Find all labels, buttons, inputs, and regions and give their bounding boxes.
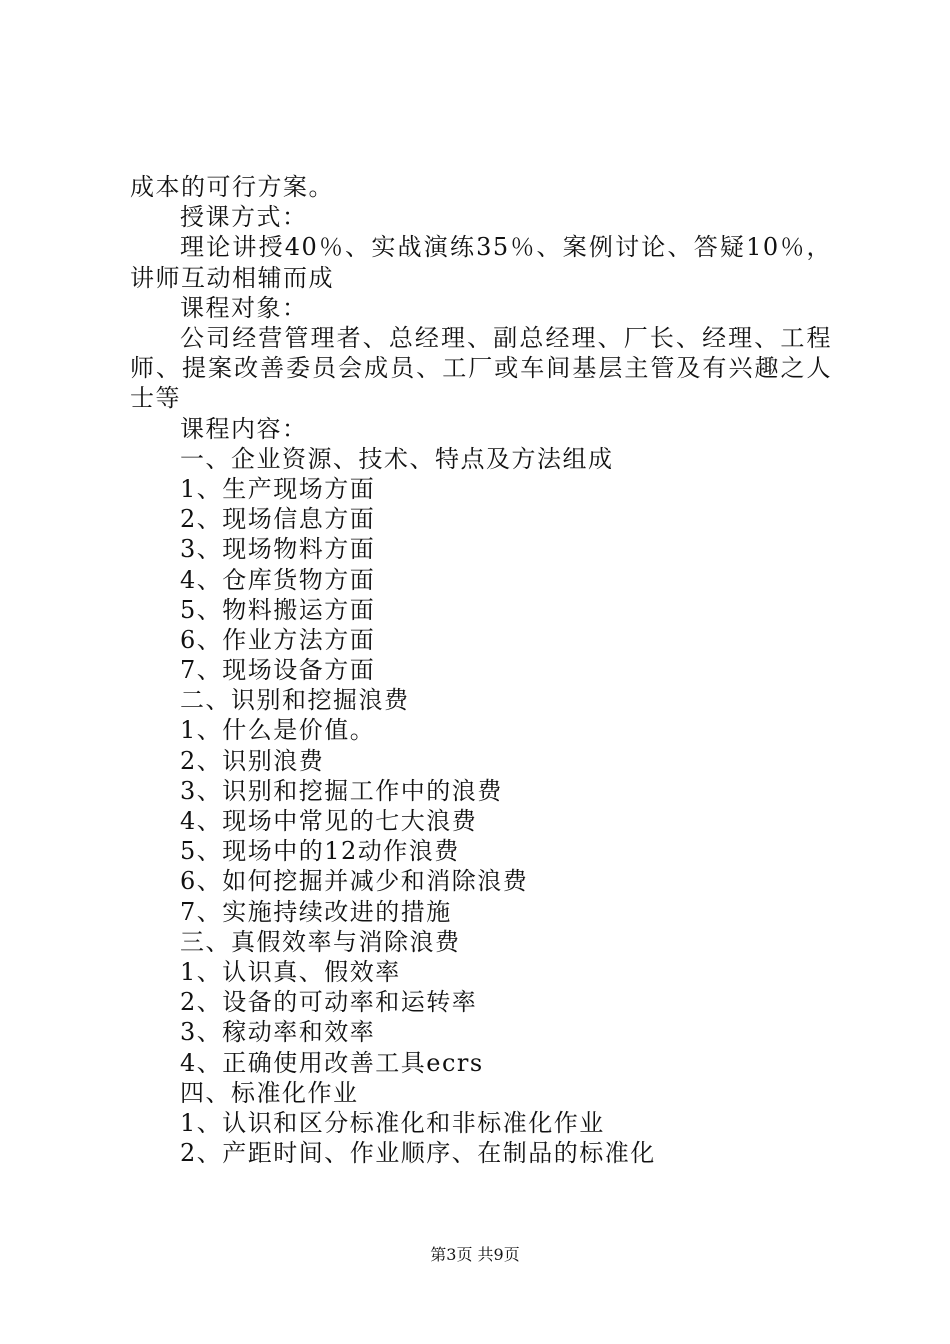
page-footer: 第3页 共9页 (430, 1245, 520, 1264)
text-line: 课程内容： (180, 414, 308, 443)
text-line: 3、稼动率和效率 (180, 1018, 376, 1047)
text-line: 2、现场信息方面 (180, 505, 376, 534)
text-line: 公司经营管理者、总经理、副总经理、厂长、经理、工程师、提案改善委员会成员、工厂或车间基层主管及有兴趣之人士等 (130, 323, 832, 413)
text-line: 1、认识和区分标准化和非标准化作业 (180, 1108, 605, 1137)
text-line: 2、设备的可动率和运转率 (180, 988, 478, 1017)
text-line: 理论讲授40％、实战演练35％、案例讨论、答疑10％，讲师互动相辅而成 (130, 233, 832, 292)
text-line: 二、识别和挖掘浪费 (180, 686, 410, 715)
text-line: 1、生产现场方面 (180, 474, 376, 503)
text-line: 7、现场设备方面 (180, 656, 376, 685)
text-line: 授课方式： (180, 203, 308, 232)
text-line: 7、实施持续改进的措施 (180, 897, 452, 926)
text-line: 课程对象： (180, 293, 308, 322)
text-line: 2、识别浪费 (180, 746, 325, 775)
text-line: 4、现场中常见的七大浪费 (180, 807, 478, 836)
document-body (130, 172, 832, 1168)
text-line: 一、企业资源、技术、特点及方法组成 (180, 444, 614, 473)
text-line: 3、现场物料方面 (180, 535, 376, 564)
text-line: 1、认识真、假效率 (180, 957, 401, 986)
text-line: 5、现场中的12动作浪费 (180, 837, 460, 866)
text-line: 四、标准化作业 (180, 1078, 359, 1107)
text-line: 5、物料搬运方面 (180, 595, 376, 624)
text-line: 2、产距时间、作业顺序、在制品的标准化 (180, 1139, 656, 1168)
text-line: 1、什么是价值。 (180, 716, 376, 745)
text-line: 4、仓库货物方面 (180, 565, 376, 594)
text-line: 6、如何挖掘并减少和消除浪费 (180, 867, 529, 896)
text-line: 3、识别和挖掘工作中的浪费 (180, 776, 503, 805)
text-line: 6、作业方法方面 (180, 625, 376, 654)
text-line: 4、正确使用改善工具ecrs (180, 1048, 484, 1077)
text-line: 三、真假效率与消除浪费 (180, 927, 461, 956)
text-line: 成本的可行方案。 (130, 173, 334, 201)
